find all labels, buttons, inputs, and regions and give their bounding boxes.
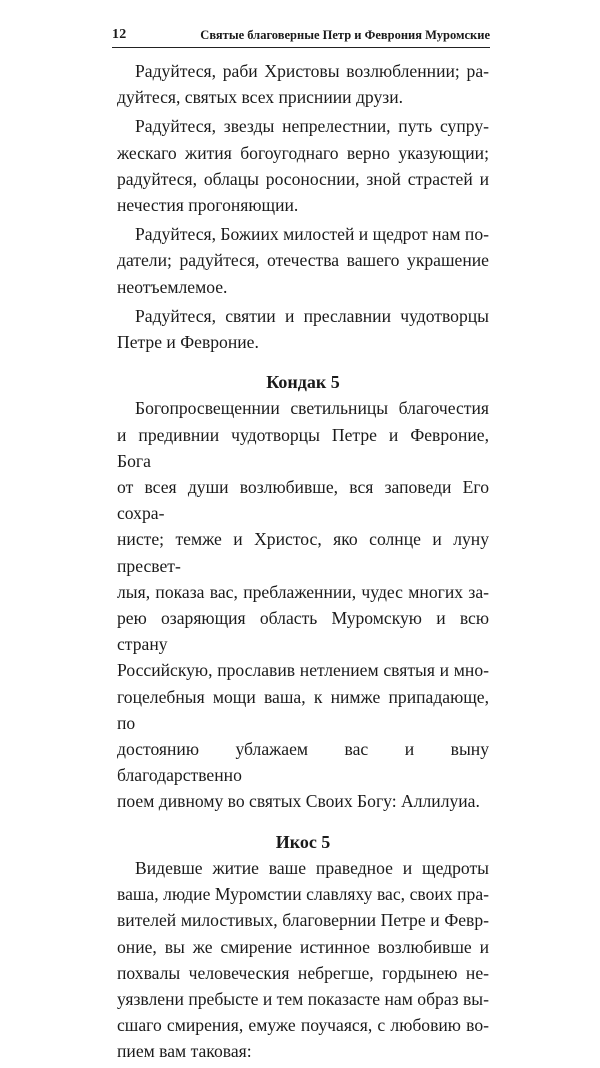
text-line: достоянию ублажаем вас и выну благодарственно <box>117 739 489 786</box>
text-line: Богопросвещеннии светильницы благочестия <box>135 398 489 419</box>
text-line: уязвлени пребысте и тем показасте нам образ вы- <box>117 988 489 1009</box>
text-line: оние, вы же смирение истинное возлюбивше и <box>117 936 489 957</box>
page-number: 12 <box>112 27 127 42</box>
kondak-heading: Кондак 5 <box>266 372 340 393</box>
text-line: радуйтеся, облацы росоноснии, зной страстей и <box>117 168 489 189</box>
text-line: дуйтеся, святых всех присниии друзи. <box>117 87 404 108</box>
text-line: поем дивному во святых Своих Богу: Аллилуиа. <box>117 791 480 812</box>
text-line: жескаго жития богоугоднаго верно указующии; <box>117 142 489 163</box>
text-line: Видевше житие ваше праведное и щедроты <box>135 857 489 878</box>
paragraph <box>117 113 489 218</box>
text-line: гоцелебныя мощи ваша, к нимже припадающе, по <box>117 686 489 733</box>
paragraph <box>117 58 489 110</box>
text-line: похвалы человеческия небрегше, гордынею не- <box>117 962 489 983</box>
page-body <box>117 58 489 1068</box>
text-line: Радуйтеся, святии и преславнии чудотворцы <box>135 305 489 326</box>
ikos-paragraph <box>117 855 489 1065</box>
text-line: Радуйтеся, Божиих милостей и щедрот нам по- <box>135 224 489 245</box>
text-line: Петре и Февроние. <box>117 332 259 353</box>
page-header <box>112 27 490 48</box>
text-line: сшаго смирения, емуже поучаяся, с любовию во- <box>117 1015 489 1036</box>
text-line: лыя, показа вас, преблаженнии, чудес многих за- <box>117 581 489 602</box>
text-line: неотъемлемое. <box>117 276 228 297</box>
opening-paragraphs <box>117 58 489 355</box>
text-line: пием вам таковая: <box>117 1041 252 1062</box>
text-line: вителей милостивых, благовернии Петре и Февр- <box>117 910 489 931</box>
text-line: нисте; темже и Христос, яко солнце и луну пресвет- <box>117 529 489 576</box>
text-line: нечестия прогоняющии. <box>117 195 299 216</box>
text-line: рею озаряющия область Муромскую и всю страну <box>117 608 489 655</box>
text-line: от всея души возлюбивше, вся заповеди Его сохра- <box>117 477 489 524</box>
paragraph <box>117 303 489 355</box>
paragraph <box>117 221 489 300</box>
kondak-paragraph <box>117 395 489 814</box>
text-line: ваша, людие Муромстии славляху вас, своих пра- <box>117 884 489 905</box>
text-line: Радуйтеся, раби Христовы возлюбленнии; ра- <box>135 61 489 81</box>
text-line: и предивнии чудотворцы Петре и Февроние, Бога <box>117 424 489 471</box>
ikos-heading: Икос 5 <box>275 831 331 852</box>
running-title: Святые благоверные Петр и Феврония Муромские <box>200 28 490 42</box>
text-line: Российскую, прославив нетлением святыя и мно- <box>117 660 489 681</box>
text-line: датели; радуйтеся, отечества вашего украшение <box>117 250 489 271</box>
text-line: Радуйтеся, звезды непрелестнии, путь супру- <box>135 116 489 137</box>
